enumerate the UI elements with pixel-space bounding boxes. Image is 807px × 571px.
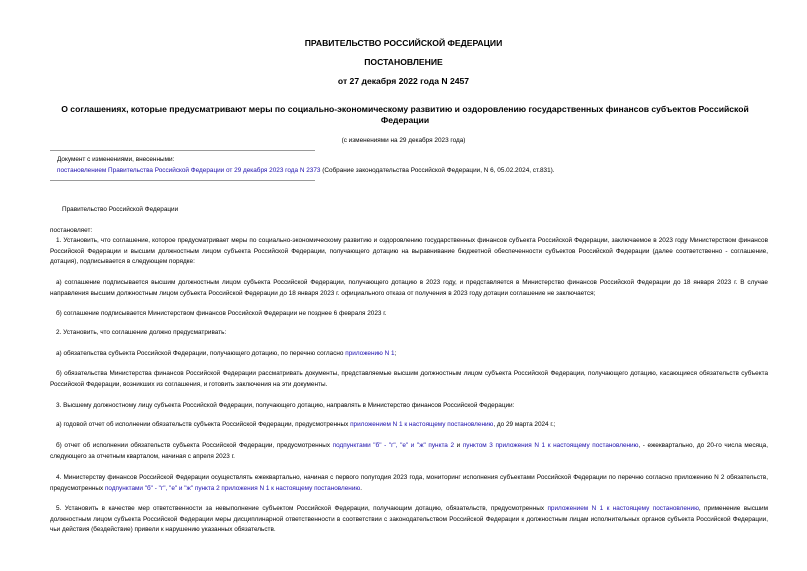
document-type: ПОСТАНОВЛЕНИЕ bbox=[364, 57, 443, 67]
revision-note: (с изменениями на 29 декабря 2023 года) bbox=[341, 137, 466, 144]
paragraph-5-end: , применение высшим должностным лицом субъекта Российской Федерации меры дисциплинарной ответственности в соответствии с законодательством Российской Федерации к должностным лицам исполнительных органов субъекта Российской Федерации, чьи действия (бездействие) привели к нарушению указанных обязательств. bbox=[50, 505, 769, 533]
paragraph-5-link[interactable]: приложением N 1 к настоящему постановлению bbox=[547, 505, 699, 512]
paragraph-2a bbox=[56, 349, 396, 360]
paragraph-3b bbox=[50, 441, 768, 462]
document-title: О соглашениях, которые предусматривают меры по социально-экономическому развитию и оздоровлению государственных финансов субъектов Российской Федерации bbox=[61, 104, 749, 125]
paragraph-3: 3. Высшему должностному лицу субъекта Российской Федерации, получающего дотацию, направлять в Министерство финансов Российской Федерации: bbox=[56, 402, 515, 409]
amendment-link[interactable]: постановлением Правительства Российской Федерации от 29 декабря 2023 года N 2373 bbox=[57, 167, 321, 174]
paragraph-3a-text: а) годовой отчет об исполнении обязательств субъекта Российской Федерации, предусмотренных bbox=[56, 421, 351, 428]
paragraph-1b: б) соглашение подписывается Министерством финансов Российской Федерации не позднее 6 февраля 2023 г. bbox=[56, 310, 387, 317]
issuing-authority: ПРАВИТЕЛЬСТВО РОССИЙСКОЙ ФЕДЕРАЦИИ bbox=[304, 38, 503, 48]
paragraph-4-text: 4. Министерству финансов Российской Федерации осуществлять ежеквартально, начиная с первого полугодия 2023 года, мониторинг исполнения субъектами Российской Федерации по перечню согласно приложению N 2 обязательств, предусмотренных bbox=[50, 474, 768, 492]
divider-bottom bbox=[50, 180, 315, 181]
subparagraphs-link[interactable]: подпунктами "б" - "г", "е" и "ж" пункта 2 bbox=[332, 442, 455, 449]
changes-reference bbox=[57, 165, 797, 176]
paragraph-2a-text: а) обязательства субъекта Российской Федерации, получающего дотацию, по перечню согласно bbox=[56, 350, 346, 357]
paragraph-4-link[interactable]: подпунктами "б" - "г", "е" и "ж" пункта 2 приложения N 1 к настоящему постановлению bbox=[104, 484, 361, 492]
paragraph-3b-end: , - ежеквартально, до 20-го числа месяца, следующего за отчетным кварталом, начиная с апреля 2023 г. bbox=[50, 442, 768, 460]
paragraph-5 bbox=[50, 504, 768, 536]
paragraph-2b: б) обязательства Министерства финансов Российской Федерации рассматривать документы, представляемые высшим должностным лицом субъекта Российской Федерации, получающего дотацию, касающиеся обязательств субъекта Российской Федерации, возникших из соглашения, и готовить заключения на эти документы. bbox=[50, 370, 768, 388]
paragraph-3a bbox=[56, 420, 556, 431]
paragraph-3a-end: , до 29 марта 2024 г.; bbox=[493, 421, 556, 428]
paragraph-1: 1. Установить, что соглашение, которое предусматривает меры по социально-экономическому развитию и оздоровлению государственных финансов субъекта Российской Федерации, заключаемое в 2023 году Министерством финансов Российской Федерации и высшим должностным лицом субъекта Российской Федерации, получающего дотацию на выравнивание бюджетной обеспеченности субъектов Российской Федерации (далее соответственно - соглашение, дотация), подписывается в следующем порядке: bbox=[50, 237, 768, 265]
issuer-line: Правительство Российской Федерации bbox=[62, 206, 179, 213]
appendix-1-link[interactable]: приложению N 1 bbox=[345, 350, 395, 357]
paragraph-4 bbox=[50, 473, 768, 494]
amendment-source: (Собрание законодательства Российской Федерации, N 6, 05.02.2024, ст.831). bbox=[320, 167, 555, 174]
paragraph-3b-text: б) отчет об исполнении обязательств субъекта Российской Федерации, предусмотренных bbox=[56, 442, 333, 449]
paragraph-2a-end: ; bbox=[394, 350, 397, 357]
paragraph-4-end: . bbox=[360, 484, 362, 492]
decrees-line: постановляет: bbox=[50, 227, 93, 234]
document-date-number: от 27 декабря 2022 года N 2457 bbox=[337, 76, 470, 86]
appendix-1-ref-link[interactable]: приложением N 1 к настоящему постановлению bbox=[350, 421, 494, 428]
paragraph-2: 2. Установить, что соглашение должно предусматривать: bbox=[56, 329, 227, 336]
changes-intro: Документ с изменениями, внесенными: bbox=[57, 156, 175, 163]
paragraph-5-text: 5. Установить в качестве мер ответственности за невыполнение субъектом Российской Федерации, получающим дотацию, обязательств, предусмотренных bbox=[56, 505, 548, 512]
paragraph-3b-mid: и bbox=[454, 442, 463, 449]
point-3-appendix-link[interactable]: пунктом 3 приложения N 1 к настоящему постановлению bbox=[462, 442, 639, 449]
paragraph-1a: а) соглашение подписывается высшим должностным лицом субъекта Российской Федерации, получающего дотацию в 2023 году, и представляется в Министерство финансов Российской Федерации до 18 января 2023 г. В случае направления высшим должностным лицом субъекта Российской Федерации до 18 января 2023 г. официального отказа от получения в 2023 году дотации соглашение не заключается; bbox=[50, 279, 768, 297]
divider-top bbox=[50, 150, 315, 151]
